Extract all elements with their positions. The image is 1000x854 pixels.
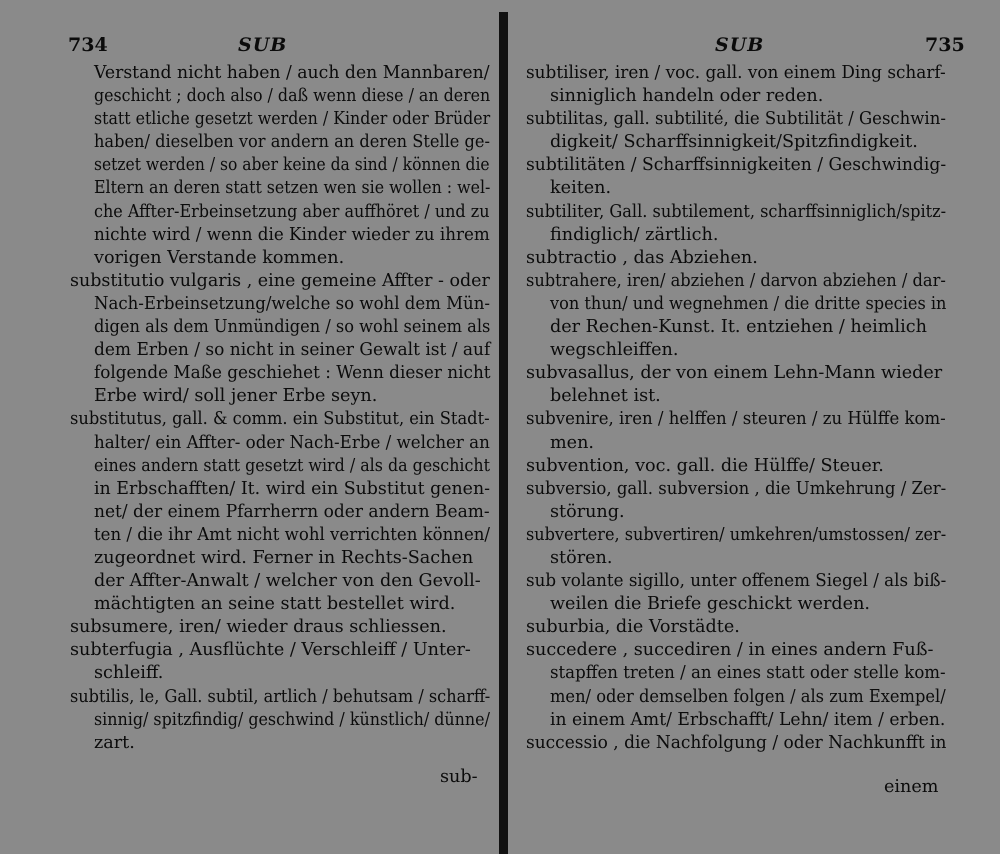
text-line: setzet werden / so aber keine da sind / können die [94,155,490,176]
text-line: zart. [94,732,135,753]
text-line: Verstand nicht haben / auch den Mannbaren/ [94,63,490,83]
text-line: mächtigten an seine statt bestellet wird. [94,594,456,615]
text-line: Eltern an deren statt setzen wen sie wollen : wel- [94,178,491,199]
text-line: stapffen treten / an eines statt oder stelle kom- [550,663,946,684]
text-line: subtilis, le, Gall. subtil, artlich / behutsam / scharff- [70,686,491,707]
text-line: statt etliche gesetzt werden / Kinder oder Brüder [94,109,491,130]
text-line: der Affter-Anwalt / welcher von den Gevoll- [94,571,481,592]
left-page [0,0,498,854]
text-line: che Affter-Erbeinsetzung aber auffhöret / und zu [94,201,490,222]
text-line: subtiliter, Gall. subtilement, scharffsinniglich/spitz- [526,201,947,222]
text-line: subsumere, iren/ wieder draus schliessen. [70,617,447,638]
page-text [526,62,946,755]
text-line: sub volante sigillo, unter offenem Siegel / als biß- [526,571,947,592]
page-number: 734 [68,34,108,56]
text-line: substitutio vulgaris , eine gemeine Affter - oder [70,270,490,291]
text-line: digen als dem Unmündigen / so wohl seinem als [94,317,491,338]
text-line: subvention, voc. gall. die Hülffe/ Steuer. [526,455,884,476]
catchword: sub- [440,767,478,787]
text-line: digkeit/ Scharffsinnigkeit/Spitzfindigkeit. [550,132,918,153]
text-line: keiten. [550,178,612,199]
text-line: suburbia, die Vorstädte. [526,617,740,638]
text-line: men/ oder demselben folgen / als zum Exempel/ [550,686,946,707]
running-head: SUB [238,34,288,56]
right-page [510,0,1000,854]
text-line: belehnet ist. [550,386,661,407]
text-line: subvasallus, der von einem Lehn-Mann wieder [526,363,943,384]
text-line: subvenire, iren / helffen / steuren / zu Hülffe kom- [526,409,946,430]
text-line: subterfugia , Ausflüchte / Verschleiff / Unter- [70,640,471,661]
catchword: einem [884,777,939,797]
text-line: sinnig/ spitzfindig/ geschwind / künstlich/ dünne/ [94,709,490,730]
text-line: successio , die Nachfolgung / oder Nachkunfft in [526,732,947,753]
text-line: schleiff. [94,663,164,684]
text-line: eines andern statt gesetzt wird / als da geschicht [94,455,490,476]
text-line: halter/ ein Affter- oder Nach-Erbe / welcher an [94,432,490,453]
text-line: der Rechen-Kunst. It. entziehen / heimlich [550,317,927,338]
text-line: Nach-Erbeinsetzung/welche so wohl dem Mün- [94,293,490,314]
text-line: geschicht ; doch also / daß wenn diese / an deren [94,86,491,107]
text-line: sinniglich handeln oder reden. [550,86,824,107]
text-line: von thun/ und wegnehmen / die dritte species in [550,293,947,314]
text-line: störung. [550,501,625,522]
text-line: zugeordnet wird. Ferner in Rechts-Sachen [94,547,474,568]
text-line: nichte wird / wenn die Kinder wieder zu ihrem [94,224,490,245]
text-line: wegschleiffen. [550,340,679,361]
text-line: net/ der einem Pfarrherrn oder andern Beam- [94,501,490,522]
text-line: Erbe wird/ soll jener Erbe seyn. [94,386,378,407]
text-line: vorigen Verstande kommen. [94,247,345,268]
text-line: in einem Amt/ Erbschafft/ Lehn/ item / erben. [550,709,946,730]
text-line: men. [550,432,595,453]
text-line: substitutus, gall. & comm. ein Substitut, ein Stadt- [70,409,490,430]
page-number: 735 [925,34,965,56]
gutter-divider [499,12,508,854]
text-line: subvertere, subvertiren/ umkehren/umstossen/ zer- [526,524,947,545]
text-line: haben/ dieselben vor andern an deren Stelle ge- [94,132,490,153]
text-line: findiglich/ zärtlich. [550,224,719,245]
text-line: subversio, gall. subversion , die Umkehrung / Zer- [526,478,947,499]
text-line: subtrahere, iren/ abziehen / darvon abziehen / dar- [526,270,946,291]
text-line: folgende Maße geschiehet : Wenn dieser nicht [94,363,491,384]
text-line: dem Erben / so nicht in seiner Gewalt ist / auf [94,340,491,361]
text-line: stören. [550,547,613,568]
text-line: subtiliser, iren / voc. gall. von einem Ding scharf- [526,63,946,83]
page-text [70,62,490,755]
text-line: subtilitas, gall. subtilité, die Subtilität / Geschwin- [526,109,946,130]
text-line: ten / die ihr Amt nicht wohl verrichten können/ [94,524,490,545]
text-line: succedere , succediren / in eines andern Fuß- [526,640,934,661]
text-line: in Erbschafften/ It. wird ein Substitut genen- [94,478,491,499]
text-line: weilen die Briefe geschickt werden. [550,594,871,615]
text-line: subtilitäten / Scharffsinnigkeiten / Geschwindig- [526,155,947,176]
text-line: subtractio , das Abziehen. [526,247,758,268]
running-head: SUB [715,34,765,56]
